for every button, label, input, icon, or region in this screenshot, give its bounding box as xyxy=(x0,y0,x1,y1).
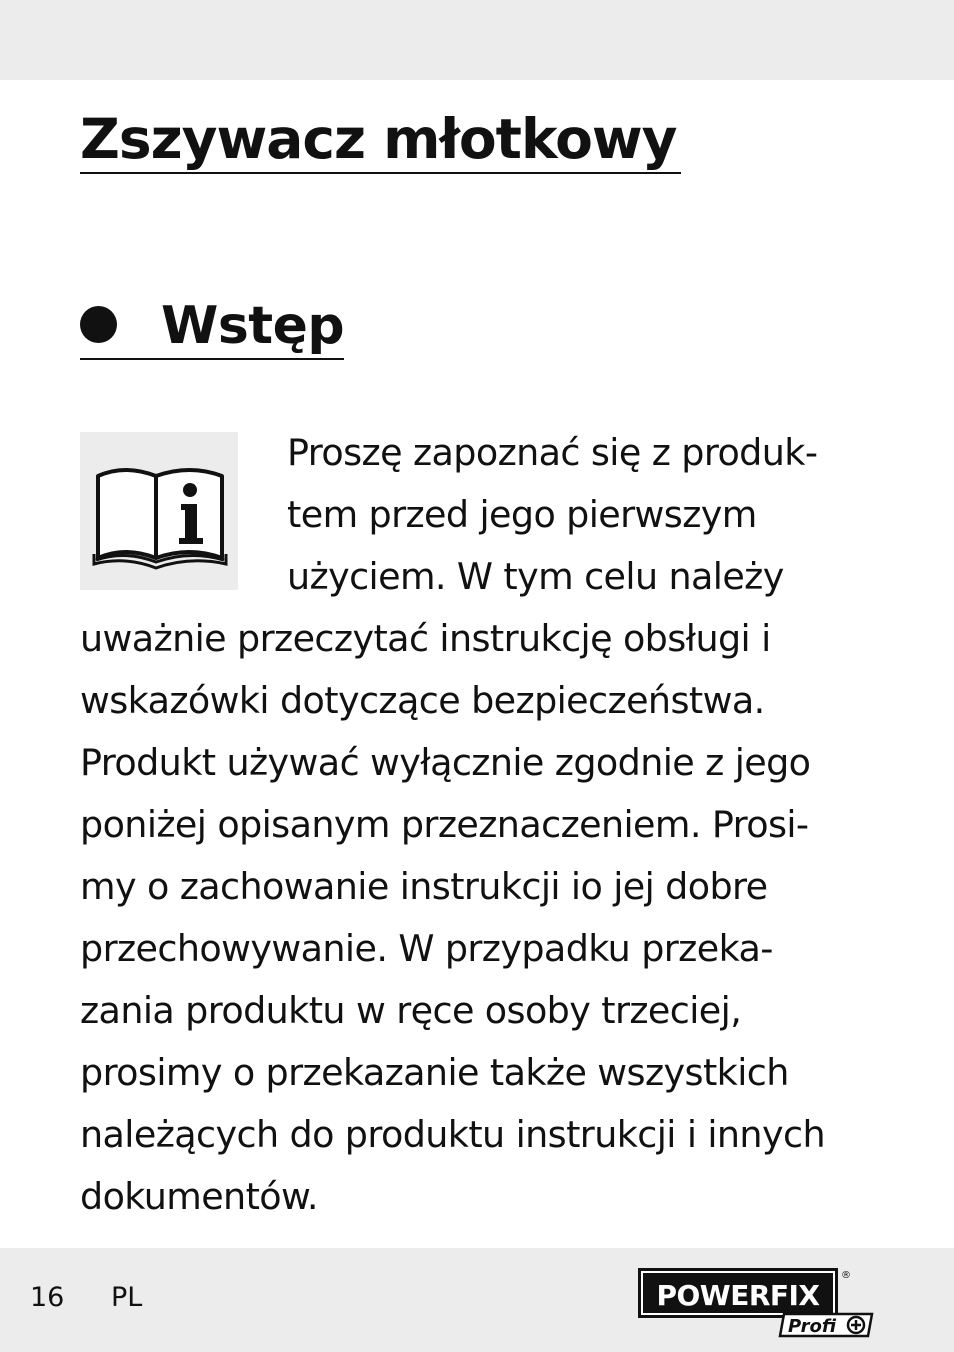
logo-sub: Profi xyxy=(788,1316,837,1337)
logo-registered: ® xyxy=(841,1270,851,1281)
header-band xyxy=(0,0,954,80)
bullet-icon xyxy=(80,306,117,343)
text-line: prosimy o przekazanie także wszystkich xyxy=(80,1051,789,1094)
powerfix-logo xyxy=(638,1266,874,1338)
text-line: tem przed jego pierwszym xyxy=(287,493,757,536)
section-title: Wstęp xyxy=(161,296,345,356)
intro-text xyxy=(80,422,880,1228)
text-line: Proszę zapoznać się z produk- xyxy=(287,431,818,474)
text-line: poniżej opisanym przeznaczeniem. Prosi- xyxy=(80,803,809,846)
section-heading xyxy=(80,294,344,360)
language-code: PL xyxy=(111,1282,143,1313)
text-line: dokumentów. xyxy=(80,1175,318,1218)
text-line: przechowywanie. W przypadku przeka- xyxy=(80,927,773,970)
document-title: Zszywacz młotkowy xyxy=(80,106,681,174)
logo-brand: POWERFIX xyxy=(656,1279,820,1312)
text-line: użyciem. W tym celu należy xyxy=(287,555,784,598)
text-line: Produkt używać wyłącznie zgodnie z jego xyxy=(80,741,811,784)
text-line: my o zachowanie instrukcji io jej dobre xyxy=(80,865,768,908)
text-line: wskazówki dotyczące bezpieczeństwa. xyxy=(80,679,765,722)
text-line: zania produktu w ręce osoby trzeciej, xyxy=(80,989,742,1032)
text-line: należących do produktu instrukcji i innych xyxy=(80,1113,825,1156)
text-line: uważnie przeczytać instrukcję obsługi i xyxy=(80,617,771,660)
page-number: 16 xyxy=(30,1282,65,1313)
